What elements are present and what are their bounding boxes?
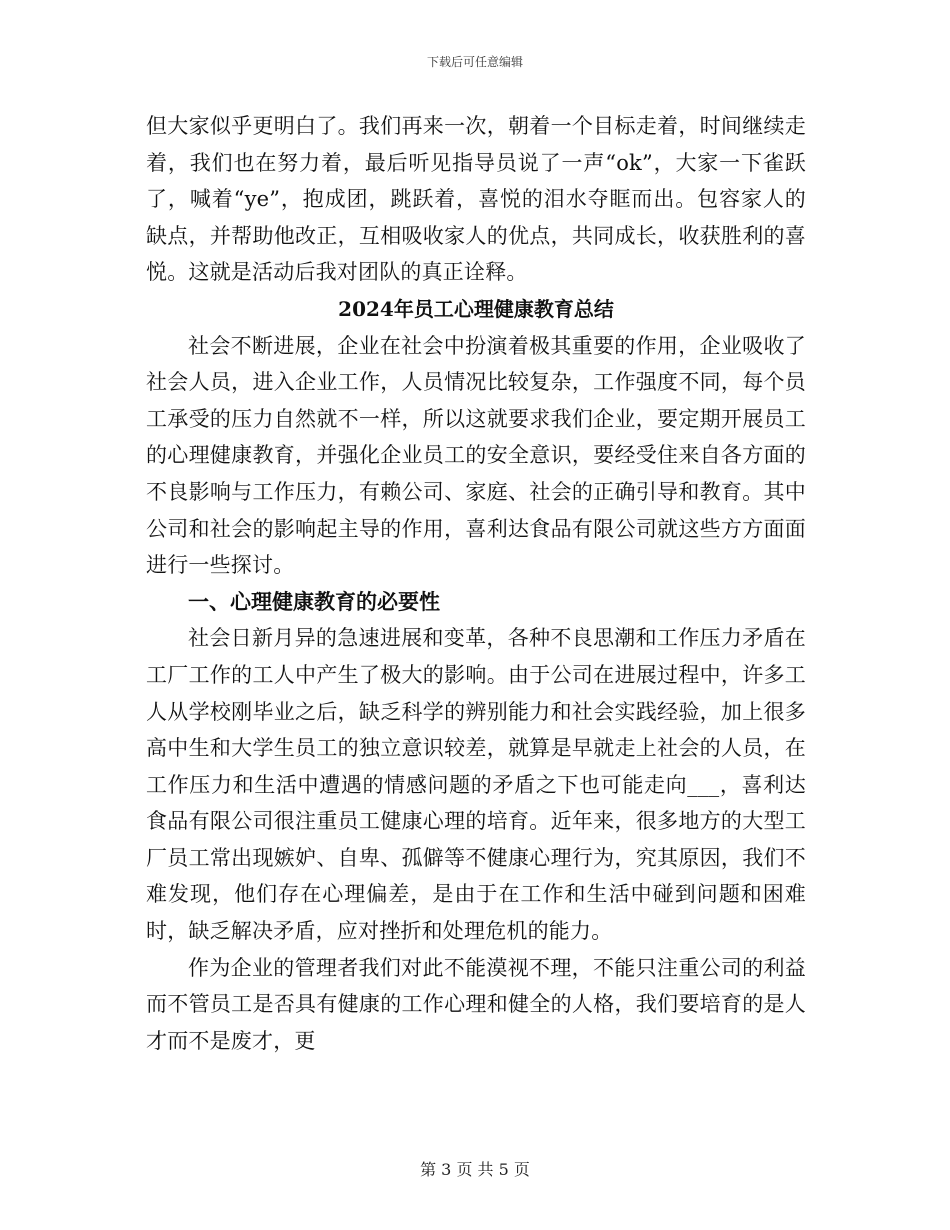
- paragraph-continuation: 但大家似乎更明白了。我们再来一次，朝着一个目标走着，时间继续走着，我们也在努力着，最后听见指导员说了一声“ok”，大家一下雀跃了，喊着“ye”，抱成团，跳跃着，喜悦的泪水夺眶而出。包容家人的缺点，并帮助他改正，互相吸收家人的优点，共同成长，收获胜利的喜悦。这就是活动后我对团队的真正诠释。: [146, 114, 806, 285]
- paragraph-management: 作为企业的管理者我们对此不能漠视不理，不能只注重公司的利益而不管员工是否具有健康的工作心理和健全的人格，我们要培育的是人才而不是废才，更: [146, 955, 806, 1053]
- page-header-note: 下载后可任意编辑: [426, 55, 523, 69]
- page-number: 第 3 页 共 5 页: [420, 1160, 530, 1179]
- document-body: [146, 108, 806, 1059]
- section-heading: 一、心理健康教育的必要性: [188, 588, 440, 614]
- paragraph-necessity: 社会日新月异的急速进展和变革，各种不良思潮和工作压力矛盾在工厂工作的工人中产生了极大的影响。由于公司在进展过程中，许多工人从学校刚毕业之后，缺乏科学的辨别能力和社会实践经验，加上很多高中生和大学生员工的独立意识较差，就算是早就走上社会的人员，在工作压力和生活中遭遇的情感问题的矛盾之下也可能走向___，喜利达食品有限公司很注重员工健康心理的培育。近年来，很多地方的大型工厂员工常出现嫉妒、自卑、孤僻等不健康心理行为，究其原因，我们不难发现，他们存在心理偏差，是由于在工作和生活中碰到问题和困难时，缺乏解决矛盾，应对挫折和处理危机的能力。: [146, 626, 806, 944]
- paragraph-intro: 社会不断进展，企业在社会中扮演着极其重要的作用，企业吸收了社会人员，进入企业工作，人员情况比较复杂，工作强度不同，每个员工承受的压力自然就不一样，所以这就要求我们企业，要定期开展员工的心理健康教育，并强化企业员工的安全意识，要经受住来自各方面的不良影响与工作压力，有赖公司、家庭、社会的正确引导和教育。其中公司和社会的影响起主导的作用，喜利达食品有限公司就这些方方面面进行一些探讨。: [146, 333, 806, 578]
- document-title: 2024年员工心理健康教育总结: [338, 296, 614, 321]
